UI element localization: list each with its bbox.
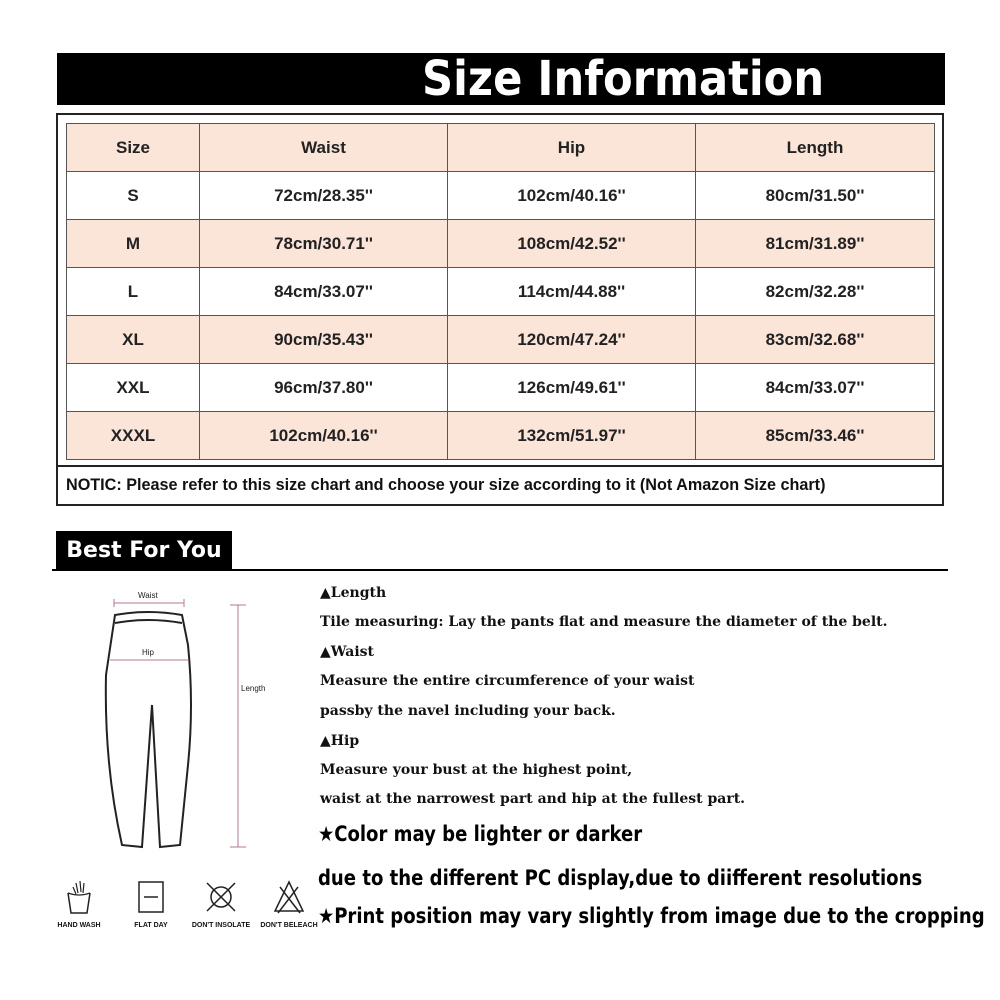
care-icons <box>52 875 332 945</box>
length-cell: 82cm/32.28'' <box>696 268 935 316</box>
table-row <box>67 364 935 412</box>
length-cell: 80cm/31.50'' <box>696 172 935 220</box>
waist-text-1: Measure the entire circumference of your waist <box>320 673 695 689</box>
length-cell: 83cm/32.68'' <box>696 316 935 364</box>
table-row <box>67 268 935 316</box>
flat-dry-icon <box>136 879 166 915</box>
waist-cell: 78cm/30.71'' <box>200 220 448 268</box>
size-table-frame <box>56 113 944 506</box>
care-label: HAND WASH <box>57 922 101 929</box>
hip-text-1: Measure your bust at the highest point, <box>320 762 633 778</box>
length-cell: 85cm/33.46'' <box>696 412 935 460</box>
hip-heading: ▲Hip <box>320 733 360 749</box>
waist-cell: 84cm/33.07'' <box>200 268 448 316</box>
waist-heading: ▲Waist <box>320 644 375 660</box>
hip-cell: 108cm/42.52'' <box>448 220 696 268</box>
header-length: Length <box>696 124 935 172</box>
length-cell: 81cm/31.89'' <box>696 220 935 268</box>
length-heading: ▲Length <box>320 585 387 601</box>
hip-text-2: waist at the narrowest part and hip at the fullest part. <box>320 791 746 807</box>
size-cell: S <box>67 172 200 220</box>
care-dont-bleach <box>254 879 324 929</box>
table-row <box>67 316 935 364</box>
dont-insolate-icon <box>204 879 238 915</box>
print-note: ★Print position may vary slightly from image due to the cropping <box>318 904 985 928</box>
table-header-row <box>67 124 935 172</box>
table-row <box>67 412 935 460</box>
size-cell: XXXL <box>67 412 200 460</box>
title-bar <box>57 53 945 105</box>
hip-cell: 132cm/51.97'' <box>448 412 696 460</box>
waist-cell: 90cm/35.43'' <box>200 316 448 364</box>
hip-cell: 126cm/49.61'' <box>448 364 696 412</box>
table-row <box>67 172 935 220</box>
color-note-continued: due to the different PC display,due to diifferent resolutions <box>318 866 923 890</box>
hip-cell: 120cm/47.24'' <box>448 316 696 364</box>
size-cell: XXL <box>67 364 200 412</box>
section-divider <box>52 569 948 571</box>
waist-cell: 102cm/40.16'' <box>200 412 448 460</box>
page-title: Size Information <box>422 51 825 107</box>
waist-label: Waist <box>138 591 158 600</box>
hand-wash-icon <box>64 879 94 915</box>
waist-cell: 96cm/37.80'' <box>200 364 448 412</box>
care-label: FLAT DAY <box>134 922 168 929</box>
care-flat-dry <box>116 879 186 929</box>
size-cell: M <box>67 220 200 268</box>
size-cell: L <box>67 268 200 316</box>
best-for-you-heading: Best For You <box>56 531 232 571</box>
waist-cell: 72cm/28.35'' <box>200 172 448 220</box>
length-cell: 84cm/33.07'' <box>696 364 935 412</box>
header-size: Size <box>67 124 200 172</box>
hip-label: Hip <box>142 648 155 657</box>
size-cell: XL <box>67 316 200 364</box>
table-row <box>67 220 935 268</box>
size-chart-notice: NOTIC: Please refer to this size chart and choose your size according to it (Not Amazon Size chart) <box>58 465 942 504</box>
hip-cell: 114cm/44.88'' <box>448 268 696 316</box>
header-waist: Waist <box>200 124 448 172</box>
color-note: ★Color may be lighter or darker <box>318 822 643 846</box>
hip-cell: 102cm/40.16'' <box>448 172 696 220</box>
care-hand-wash <box>44 879 114 929</box>
pants-measurement-diagram <box>60 585 300 885</box>
care-dont-insolate <box>186 879 256 929</box>
care-label: DON'T BELEACH <box>260 922 318 929</box>
length-text: Tile measuring: Lay the pants flat and measure the diameter of the belt. <box>320 614 888 630</box>
dont-bleach-icon <box>272 879 306 915</box>
length-label: Length <box>241 684 266 693</box>
header-hip: Hip <box>448 124 696 172</box>
care-label: DON'T INSOLATE <box>191 922 251 929</box>
waist-text-2: passby the navel including your back. <box>320 703 616 719</box>
size-table <box>66 123 935 460</box>
